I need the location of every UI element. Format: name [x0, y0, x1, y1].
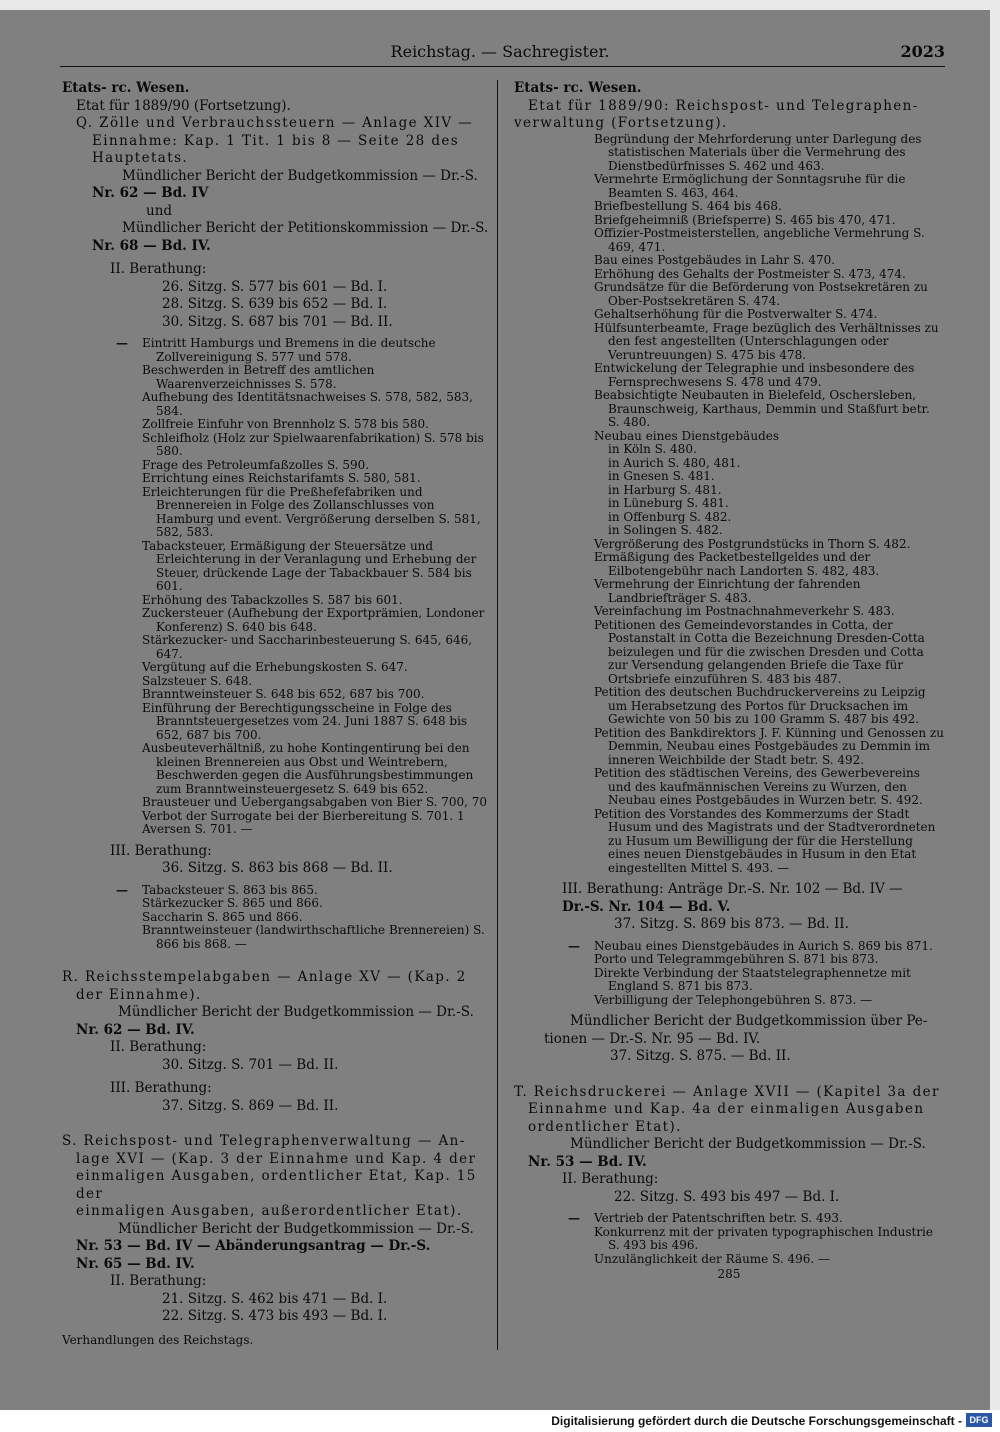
topic-item: Entwickelung der Telegraphie und insbesondere des Fernsprechwesens S. 478 und 479.: [594, 361, 915, 389]
page-header-title: Reichstag. — Sachregister.: [390, 42, 610, 61]
section-subheading: verwaltung (Fortsetzung).: [514, 115, 728, 131]
section-q-line: Hauptetats.: [92, 150, 189, 166]
topic-item: Erleichterungen für die Preßhefefabriken und Brennereien in Folge des Zollanschlusses von Hamburg und event. Vergrößerung derselben S. 581, 582, 583.: [142, 484, 481, 539]
publication-signature: Verhandlungen des Reichstags.: [62, 1332, 254, 1347]
topic-item: Erhöhung des Gehalts der Postmeister S. 473, 474.: [594, 266, 906, 281]
session-line: 22. Sitzg. S. 493 bis 497 — Bd. I.: [614, 1188, 840, 1205]
topic-item: Vergrößerung des Postgrundstücks in Thorn S. 482.: [594, 536, 911, 551]
sheet-number: 285: [717, 1267, 741, 1281]
topic-list: [514, 940, 944, 1008]
topic-item: Zollfreie Einfuhr von Brennholz S. 578 bis 580.: [142, 417, 429, 431]
topic-item: Unzulänglichkeit der Räume S. 496. —: [594, 1251, 831, 1266]
scan-frame-top: [0, 0, 1000, 10]
report-line: Nr. 68 — Bd. IV.: [92, 237, 211, 254]
right-column: [514, 80, 944, 1284]
topic-item: Offizier-Postmeisterstellen, angebliche Vermehrung S. 469, 471.: [594, 226, 925, 254]
topic-list: [514, 133, 944, 876]
page-number: 2023: [900, 42, 945, 61]
report-line: Nr. 62 — Bd. IV.: [76, 1021, 195, 1038]
report-line: Nr. 53 — Bd. IV.: [528, 1153, 647, 1170]
topic-item: Zuckersteuer (Aufhebung der Exportprämien, Londoner Konferenz) S. 640 bis 648.: [142, 606, 485, 634]
session-line: 37. Sitzg. S. 869 — Bd. II.: [162, 1097, 339, 1114]
topic-item: Petition des deutschen Buchdruckervereins zu Leipzig um Herabsetzung des Portos für Drucksachen im Gewichte von 50 bis zu 100 Gramm S. 487 bis 492.: [594, 685, 926, 726]
place-item: in Lüneburg S. 481.: [608, 496, 729, 510]
topic-item: Petition des städtischen Vereins, des Gewerbevereins und des kaufmännischen Vereins zu Wurzen, den Neubau eines Postgebäudes in Wurzen betr. S. 492.: [594, 766, 923, 807]
topic-item: Vermehrung der Einrichtung der fahrenden Landbriefträger S. 483.: [594, 577, 861, 605]
dfg-logo: DFG: [966, 1413, 992, 1427]
topic-item: Neubau eines Dienstgebäudes: [594, 428, 780, 443]
connector-word: und: [146, 202, 173, 219]
topic-item: Salzsteuer S. 648.: [142, 673, 253, 688]
section-s-line: S. Reichspost- und Telegraphenverwaltung — An-: [62, 1133, 466, 1149]
header-rule: [60, 66, 945, 67]
topic-item: Konkurrenz mit der privaten typographischen Industrie S. 493 bis 496.: [594, 1224, 933, 1252]
topic-item: Branntweinsteuer S. 648 bis 652, 687 bis 700.: [142, 687, 425, 701]
topic-item: Einführung der Berechtigungsscheine in Folge des Branntsteuergesetzes vom 24. Juni 1887 S. 648 bis 652, 687 bis 700.: [142, 700, 468, 742]
place-item: in Offenburg S. 482.: [608, 509, 732, 524]
reading-heading: III. Berathung:: [110, 842, 212, 859]
topic-item: Grundsätze für die Beförderung von Postsekretären zu Ober-Postsekretären S. 474.: [594, 280, 928, 308]
topic-item: Eintritt Hamburgs und Bremens in die deutsche Zollvereinigung S. 577 und 578.: [142, 336, 436, 364]
scan-frame-right: [990, 0, 1000, 1410]
dash-marker: —: [568, 1211, 580, 1225]
reading-heading: Dr.-S. Nr. 104 — Bd. V.: [562, 898, 731, 915]
section-q-line: Einnahme: Kap. 1 Tit. 1 bis 8 — Seite 28 des: [92, 132, 460, 149]
reading-heading: II. Berathung:: [110, 261, 207, 277]
topic-item: Briefbestellung S. 464 bis 468.: [594, 199, 782, 213]
report-line: Mündlicher Bericht der Budgetkommission — Dr.-S.: [118, 1004, 474, 1020]
topic-item: Saccharin S. 865 und 866.: [142, 909, 303, 924]
report-line: Mündlicher Bericht der Petitionskommission — Dr.-S.: [122, 220, 489, 236]
session-line: 26. Sitzg. S. 577 bis 601 — Bd. I.: [162, 278, 388, 295]
topic-list: [62, 337, 490, 837]
topic-item: Verbot der Surrogate bei der Bierbereitung S. 701. 1: [142, 808, 465, 823]
reading-heading: II. Berathung:: [110, 1273, 207, 1289]
topic-list: [514, 1212, 944, 1266]
dash-marker: —: [116, 336, 128, 350]
topic-item: Porto und Telegrammgebühren S. 871 bis 873.: [594, 952, 879, 966]
report-line: Mündlicher Bericht der Budgetkommission — Dr.-S.: [570, 1136, 926, 1152]
session-line: 22. Sitzg. S. 473 bis 493 — Bd. I.: [162, 1308, 388, 1324]
reading-heading: II. Berathung:: [110, 1039, 207, 1055]
section-subheading: Etat für 1889/90: Reichspost- und Telegraphen-: [528, 97, 919, 114]
place-item: in Gnesen S. 481.: [608, 469, 715, 483]
section-t-line: T. Reichsdruckerei — Anlage XVII — (Kapitel 3a der: [514, 1083, 940, 1100]
topic-item: Frage des Petroleumfaßzolles S. 590.: [142, 457, 370, 472]
section-s-line: einmaligen Ausgaben, außerordentlicher Etat).: [76, 1203, 463, 1219]
report-line: Nr. 53 — Bd. IV — Abänderungsantrag — Dr.-S.: [76, 1238, 431, 1254]
topic-item: Briefgeheimniß (Briefsperre) S. 465 bis 470, 471.: [594, 212, 896, 227]
topic-item: Beabsichtigte Neubauten in Bielefeld, Oschersleben, Braunschweig, Karthaus, Demmin und Staßfurt betr. S. 480.: [594, 388, 930, 429]
reading-heading: III. Berathung:: [110, 1080, 212, 1096]
topic-item: Stärkezucker S. 865 und 866.: [142, 896, 323, 910]
topic-item: Hülfsunterbeamte, Frage bezüglich des Verhältnisses zu den fest angestellten (Unterschlagungen oder Veruntreuungen) S. 475 bis 478.: [594, 320, 939, 362]
topic-item: Verbilligung der Telephongebühren S. 873. —: [594, 992, 873, 1007]
report-line: tionen — Dr.-S. Nr. 95 — Bd. IV.: [544, 1030, 761, 1047]
session-line: 28. Sitzg. S. 639 bis 652 — Bd. I.: [162, 296, 388, 312]
section-t-line: ordentlicher Etat).: [528, 1118, 682, 1135]
topic-item: Aufhebung des Identitätsnachweises S. 578, 582, 583, 584.: [142, 390, 473, 418]
dash-marker: —: [568, 938, 580, 953]
digitization-note: Digitalisierung gefördert durch die Deutsche Forschungsgemeinschaft -: [551, 1414, 962, 1428]
topic-item: Direkte Verbindung der Staatstelegraphennetze mit England S. 871 bis 873.: [594, 965, 911, 993]
place-item: in Solingen S. 482.: [608, 523, 723, 537]
session-line: 30. Sitzg. S. 687 bis 701 — Bd. II.: [162, 313, 393, 330]
section-heading: Etats- rc. Wesen.: [514, 80, 642, 96]
topic-item: Vergütung auf die Erhebungskosten S. 647.: [142, 660, 408, 674]
topic-item: Errichtung eines Reichstarifamts S. 580, 581.: [142, 471, 421, 485]
section-s-line: einmaligen Ausgaben, ordentlicher Etat, Kap. 15 der: [76, 1168, 477, 1202]
session-line: 37. Sitzg. S. 875. — Bd. II.: [610, 1048, 791, 1064]
session-line: 30. Sitzg. S. 701 — Bd. II.: [162, 1056, 339, 1073]
left-column: [62, 80, 490, 1349]
topic-item: Petition des Bankdirektors J. F. Künning und Genossen zu Demmin, Neubau eines Postgebäudes zu Demmin im inneren Weichbilde der Stadt betr. S. 492.: [594, 725, 944, 767]
topic-item: Tabacksteuer S. 863 bis 865.: [142, 882, 318, 897]
report-line: Nr. 62 — Bd. IV: [92, 185, 209, 201]
section-heading: Etats- rc. Wesen.: [62, 80, 190, 96]
topic-item: Brausteuer und Uebergangsabgaben von Bier S. 700, 70: [142, 795, 488, 809]
section-s-line: lage XVI — (Kap. 3 der Einnahme und Kap. 4 der: [76, 1150, 477, 1167]
report-line: Mündlicher Bericht der Budgetkommission — Dr.-S.: [118, 1220, 474, 1237]
topic-list: [62, 884, 490, 952]
dash-marker: —: [116, 882, 128, 897]
topic-item: Vermehrte Ermöglichung der Sonntagsruhe für die Beamten S. 463, 464.: [594, 172, 906, 200]
session-line: 36. Sitzg. S. 863 bis 868 — Bd. II.: [162, 860, 393, 876]
section-q-line: Q. Zölle und Verbrauchssteuern — Anlage XIV —: [76, 115, 474, 131]
topic-item: Begründung der Mehrforderung unter Darlegung des statistischen Materials über die Vermehrung des Dienstbedürfnisses S. 462 und 463.: [594, 131, 922, 173]
section-t-line: Einnahme und Kap. 4a der einmaligen Ausgaben: [528, 1101, 925, 1117]
topic-item: Gehaltserhöhung für die Postverwalter S. 474.: [594, 307, 878, 321]
topic-item: Petition des Vorstandes des Kommerzums der Stadt Husum und des Magistrats und der Stadtverordneten zu Husum um Bewilligung der für die Herstellung eines neuen Dienstgebäudes in Husum in den Etat eingestellten Mittel S. 493. —: [594, 806, 936, 875]
session-line: 37. Sitzg. S. 869 bis 873. — Bd. II.: [614, 916, 849, 932]
topic-item: Ausbeuteverhältniß, zu hohe Kontingentirung bei den kleinen Brennereien aus Obst und Weintrebern, Beschwerden gegen die Ausführungsbestimmungen zum Branntweinsteuergesetz S. 649 bis 652.: [142, 741, 474, 796]
column-divider: [497, 80, 498, 1350]
reading-heading: III. Berathung: Anträge Dr.-S. Nr. 102 — Bd. IV —: [562, 881, 903, 897]
section-subheading: Etat für 1889/90 (Fortsetzung).: [76, 97, 291, 114]
section-r-line: der Einnahme).: [76, 986, 202, 1003]
topic-item: Petitionen des Gemeindevorstandes in Cotta, der Postanstalt in Cotta die Bezeichnung Dresden-Cotta beizulegen und für die zwischen Dresden und Cotta zur Versendung gelangenden Briefe die Taxe für Ortsbriefe einzuführen S. 483 bis 487.: [594, 617, 925, 686]
topic-item: Schleifholz (Holz zur Spielwaarenfabrikation) S. 578 bis 580.: [142, 430, 484, 458]
topic-item: Vereinfachung im Postnachnahmeverkehr S. 483.: [594, 604, 895, 618]
topic-item: Beschwerden in Betreff des amtlichen Waarenverzeichnisses S. 578.: [142, 363, 375, 391]
place-item: in Harburg S. 481.: [608, 482, 722, 497]
report-line: Mündlicher Bericht der Budgetkommission über Pe-: [570, 1013, 928, 1029]
topic-item: Aversen S. 701. —: [142, 822, 253, 836]
place-item: in Aurich S. 480, 481.: [608, 455, 741, 470]
section-r-line: R. Reichsstempelabgaben — Anlage XV — (Kap. 2: [62, 969, 467, 985]
topic-item: Erhöhung des Tabackzolles S. 587 bis 601.: [142, 592, 403, 607]
report-line: Nr. 65 — Bd. IV.: [76, 1255, 195, 1272]
place-item: in Köln S. 480.: [608, 442, 697, 456]
report-line: Mündlicher Bericht der Budgetkommission — Dr.-S.: [122, 167, 478, 184]
topic-item: Branntweinsteuer (landwirthschaftliche Brennereien) S. 866 bis 868. —: [142, 923, 485, 951]
reading-heading: II. Berathung:: [562, 1171, 659, 1187]
topic-item: Ermäßigung des Packetbestellgeldes und der Eilbotengebühr nach Landorten S. 482, 483.: [594, 550, 880, 578]
topic-item: Tabacksteuer, Ermäßigung der Steuersätze und Erleichterung in der Veranlagung und Erhebung der Steuer, drückende Lage der Tabackbauer S. 584 bis 601.: [142, 538, 477, 593]
topic-item: Bau eines Postgebäudes in Lahr S. 470.: [594, 253, 836, 267]
topic-item: Vertrieb der Patentschriften betr. S. 493.: [594, 1211, 843, 1225]
topic-item: Stärkezucker- und Saccharinbesteuerung S. 645, 646, 647.: [142, 633, 473, 661]
session-line: 21. Sitzg. S. 462 bis 471 — Bd. I.: [162, 1290, 388, 1307]
topic-item: Neubau eines Dienstgebäudes in Aurich S. 869 bis 871.: [594, 938, 933, 953]
